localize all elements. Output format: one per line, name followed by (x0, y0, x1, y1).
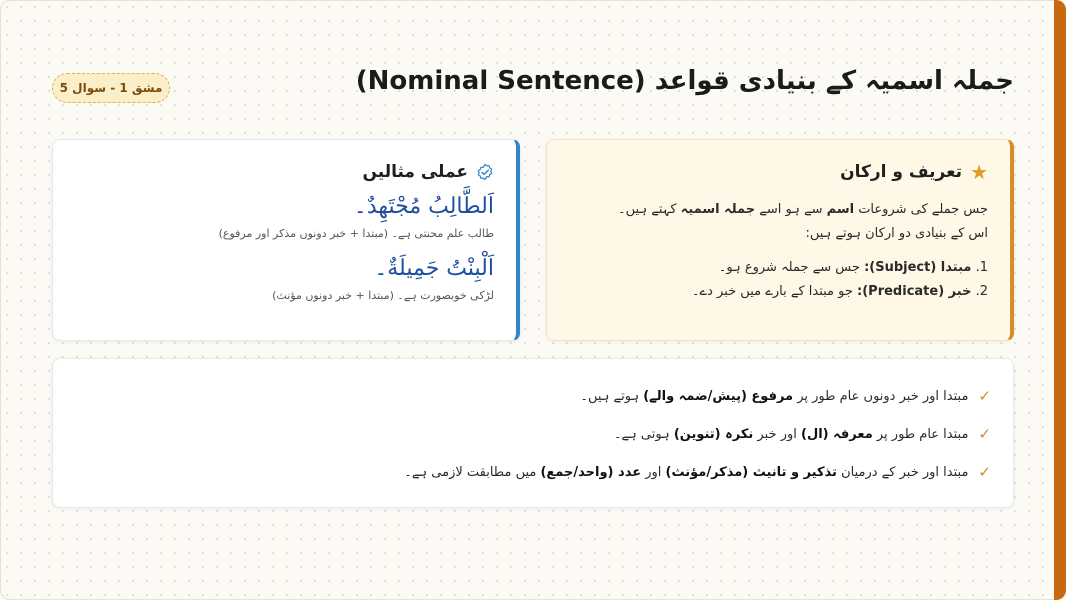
rule-item (75, 377, 991, 415)
examples-heading-row (75, 162, 494, 182)
item-term: خبر (Predicate): (857, 284, 972, 299)
rule-item (75, 453, 991, 491)
arabic-example: اَلطَّالِبُ مُجْتَهِدٌ۔ (353, 194, 494, 219)
bold-term: تذکیر و تانیث (مذکر/مؤنث) (665, 464, 837, 480)
arabic-example: اَلْبِنْتُ جَمِيلَةٌ۔ (374, 256, 494, 281)
item-number: 1. (975, 260, 988, 275)
bold-term: مرفوع (پیش/ضمہ والے) (643, 388, 794, 404)
check-icon: ✓ (978, 425, 991, 443)
text-fragment: کہتے ہیں۔ (618, 202, 681, 217)
text-fragment: ہوتے ہیں۔ (580, 388, 644, 404)
definition-heading-row (569, 162, 988, 182)
item-term: مبتدا (Subject): (864, 260, 972, 275)
text-fragment: میں مطابقت لازمی ہے۔ (404, 464, 541, 480)
text-fragment: اور (641, 464, 666, 480)
bold-term: نکرہ (تنوین) (673, 426, 754, 442)
text-fragment: مبتدا اور خبر دونوں عام طور پر (793, 388, 969, 404)
text-fragment: سے ہو اسے (755, 202, 827, 217)
item-number: 2. (975, 284, 988, 299)
page-title: جملہ اسمیہ کے بنیادی قواعد (Nominal Sentence) (355, 66, 1014, 96)
check-badge-icon (476, 163, 494, 181)
definition-text (569, 198, 988, 304)
bold-term: جملہ اسمیہ (680, 202, 756, 217)
text-fragment: مبتدا عام طور پر (872, 426, 969, 442)
examples-card (52, 139, 520, 341)
rules-card (52, 358, 1014, 508)
definition-heading: تعریف و ارکان (840, 162, 963, 182)
example-translation: طالب علم محنتی ہے۔ (مبتدا + خبر دونوں مذکر اور مرفوع) (218, 227, 494, 240)
rule-text (614, 427, 969, 442)
list-item (569, 256, 988, 280)
text-fragment: ہوتی ہے۔ (613, 426, 674, 442)
star-icon: ★ (970, 160, 988, 184)
rule-text (580, 389, 968, 404)
bold-term: عدد (واحد/جمع) (540, 464, 642, 480)
text-fragment: اور خبر (753, 426, 801, 442)
accent-bar (1054, 0, 1066, 600)
definition-card (546, 139, 1014, 341)
example-translation: لڑکی خوبصورت ہے۔ (مبتدا + خبر دونوں مؤنث) (272, 289, 494, 302)
check-icon: ✓ (978, 387, 991, 405)
exercise-badge: مشق 1 - سوال 5 (52, 73, 170, 103)
item-desc: جس سے جملہ شروع ہو۔ (718, 260, 865, 275)
bold-term: معرفہ (ال) (801, 426, 873, 442)
list-item (569, 280, 988, 304)
pillars-list (569, 256, 988, 304)
text-fragment: مبتدا اور خبر کے درمیان (836, 464, 969, 480)
item-desc: جو مبتدا کے بارے میں خبر دے۔ (691, 284, 858, 299)
examples-heading: عملی مثالیں (362, 162, 468, 182)
rule-text (404, 465, 968, 480)
bold-term: اسم (826, 202, 855, 217)
definition-line-1 (569, 198, 988, 222)
check-icon: ✓ (978, 463, 991, 481)
rule-item (75, 415, 991, 453)
text-fragment: جس جملے کی شروعات (854, 202, 988, 217)
definition-line-2: اس کے بنیادی دو ارکان ہوتے ہیں: (805, 226, 988, 241)
